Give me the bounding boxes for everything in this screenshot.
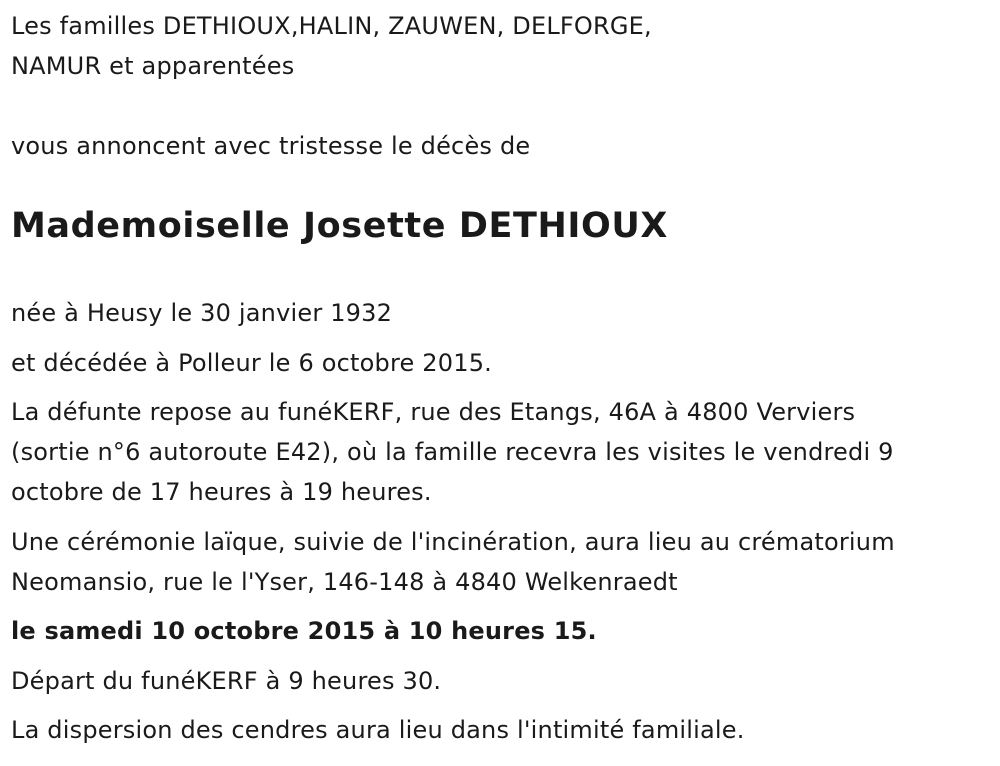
ceremony-line-1: Une cérémonie laïque, suivie de l'incinération, aura lieu au crématorium [11,528,895,556]
birth-info: née à Heusy le 30 janvier 1932 [11,299,393,327]
ashes-dispersal-info: La dispersion des cendres aura lieu dans l'intimité familiale. [11,716,745,744]
deceased-name: Mademoiselle Josette DETHIOUX [11,206,668,246]
repose-line-2: (sortie n°6 autoroute E42), où la famille recevra les visites le vendredi 9 [11,438,894,466]
announcement-text: vous annoncent avec tristesse le décès de [11,132,531,160]
repose-paragraph [11,392,986,512]
death-info: et décédée à Polleur le 6 octobre 2015. [11,349,493,377]
ceremony-paragraph [11,522,986,602]
repose-line-1: La défunte repose au funéKERF, rue des Etangs, 46A à 4800 Verviers [11,398,856,426]
families-line-2: NAMUR et apparentées [11,52,295,80]
families-line-1: Les familles DETHIOUX,HALIN, ZAUWEN, DELFORGE, [11,12,652,40]
repose-line-3: octobre de 17 heures à 19 heures. [11,478,432,506]
ceremony-line-2: Neomansio, rue le l'Yser, 146-148 à 4840 Welkenraedt [11,568,678,596]
departure-info: Départ du funéKERF à 9 heures 30. [11,667,442,695]
ceremony-date: le samedi 10 octobre 2015 à 10 heures 15. [11,617,597,645]
